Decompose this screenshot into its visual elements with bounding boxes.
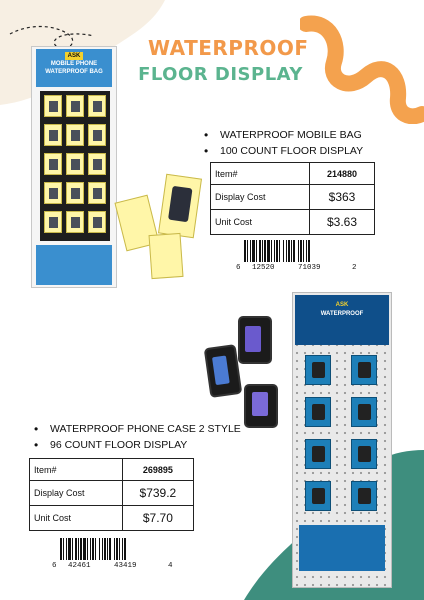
package (66, 211, 84, 233)
value-display-cost: $363 (310, 185, 375, 210)
product1-barcode-group-2: 71039 (298, 264, 321, 272)
product1-barcode-group-1: 12520 (252, 264, 275, 272)
loose-package-image (158, 174, 202, 238)
value-unit-cost: $7.70 (122, 506, 193, 531)
package (351, 355, 377, 385)
label-item: Item# (211, 163, 310, 185)
phone-case-image (238, 316, 272, 364)
display2-header-text: WATERPROOF (320, 311, 364, 317)
table-row (30, 459, 194, 481)
package (44, 182, 62, 204)
package (305, 439, 331, 469)
package (88, 153, 106, 175)
product2-bullets (32, 421, 262, 453)
value-display-cost: $739.2 (122, 481, 193, 506)
package (66, 95, 84, 117)
package (351, 397, 377, 427)
product2-barcode-group-2: 43419 (114, 562, 137, 570)
product1-bullet-2: • 100 COUNT FLOOR DISPLAY (202, 143, 412, 159)
label-display-cost: Display Cost (30, 481, 123, 506)
floor-display-image-1 (31, 46, 117, 288)
package (66, 182, 84, 204)
package (44, 153, 62, 175)
package (66, 153, 84, 175)
table-row (30, 506, 194, 531)
product2-spec-table (29, 458, 194, 531)
title-line2: FLOOR DISPLAY (138, 64, 303, 85)
product2-barcode-digit-1: 6 (52, 562, 57, 570)
table-row (211, 163, 375, 185)
display2-brand: ASK (335, 302, 349, 308)
product2-barcode-digit-2: 4 (168, 562, 173, 570)
value-item: 269895 (122, 459, 193, 481)
package (88, 95, 106, 117)
product1-bullets (202, 127, 412, 159)
product2-bullet-1: • WATERPROOF PHONE CASE 2 STYLE (32, 421, 262, 437)
package (66, 124, 84, 146)
package (88, 182, 106, 204)
table-row (211, 210, 375, 235)
package (44, 211, 62, 233)
product1-bullet-1: • WATERPROOF MOBILE BAG (202, 127, 412, 143)
label-unit-cost: Unit Cost (30, 506, 123, 531)
table-row (30, 481, 194, 506)
loose-package-image (149, 233, 184, 279)
value-item: 214880 (310, 163, 375, 185)
package (351, 439, 377, 469)
product2-barcode (60, 538, 168, 560)
label-unit-cost: Unit Cost (211, 210, 310, 235)
product1-spec-table (210, 162, 375, 235)
package (305, 397, 331, 427)
product2-bullet-2: • 96 COUNT FLOOR DISPLAY (32, 437, 262, 453)
package (305, 481, 331, 511)
package (44, 95, 62, 117)
phone-case-image (204, 344, 243, 398)
product1-barcode-digit-1: 6 (236, 264, 241, 272)
package (88, 124, 106, 146)
value-unit-cost: $3.63 (310, 210, 375, 235)
label-display-cost: Display Cost (211, 185, 310, 210)
floor-display-image-2 (292, 292, 392, 588)
product2-barcode-group-1: 42461 (68, 562, 91, 570)
table-row (211, 185, 375, 210)
display1-header-text: MOBILE PHONE WATERPROOF BAG (45, 61, 103, 75)
package (351, 481, 377, 511)
package (44, 124, 62, 146)
title-line1: WATERPROOF (148, 36, 309, 60)
label-item: Item# (30, 459, 123, 481)
decor-orange-wave (300, 14, 424, 124)
package (305, 355, 331, 385)
package (88, 211, 106, 233)
display1-brand: ASK (65, 52, 84, 60)
product1-barcode (244, 240, 352, 262)
product1-barcode-digit-2: 2 (352, 264, 357, 272)
